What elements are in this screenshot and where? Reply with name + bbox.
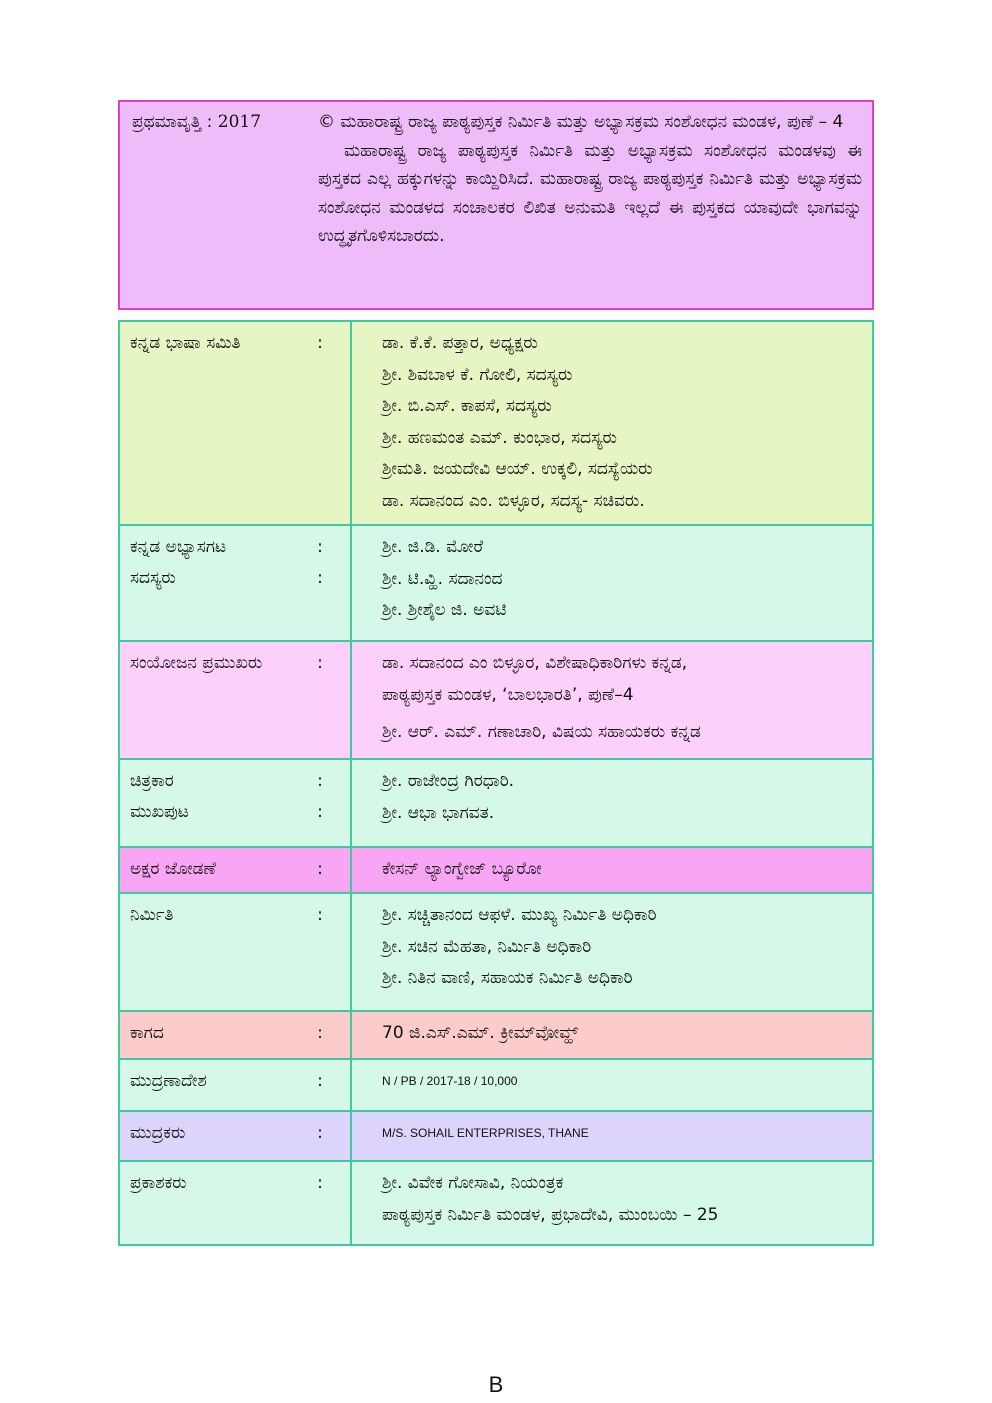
- value-cell: [351, 1161, 873, 1245]
- credit-value: ಡಾ. ಸದಾನಂದ ಎಂ. ಬಿಳ್ಳೂರ, ಸದಸ್ಯ- ಸಚಿವರು.: [382, 490, 645, 511]
- role-colon: :: [317, 568, 323, 588]
- role-cell: [119, 1059, 351, 1111]
- role-cell: [119, 759, 351, 847]
- value-cell: [351, 1011, 873, 1059]
- credit-value: ಶ್ರೀ. ಶ್ರೀಶೈಲ ಜಿ. ಅವಟಿ: [382, 600, 507, 620]
- credits-table: [118, 320, 874, 1246]
- role-colon: :: [317, 537, 323, 557]
- rights-statement: ಮಹಾರಾಷ್ಟ್ರ ರಾಜ್ಯ ಪಾಠ್ಯಪುಸ್ತಕ ನಿರ್ಮಿತಿ ಮತ್ತು ಅಭ್ಯಾಸಕ್ರಮ ಸಂಶೋಧನ ಮಂಡಳವು ಈ ಪುಸ್ತಕದ ಎಲ್ಲ ಹಕ್ಕುಗಳನ್ನು ಕಾಯ್ದಿರಿಸಿದೆ. ಮಹಾರಾಷ್ಟ್ರ ರಾಜ್ಯ ಪಾಠ್ಯಪುಸ್ತಕ ನಿರ್ಮಿತಿ ಮತ್ತು ಅಭ್ಯಾಸಕ್ರಮ ಸಂಶೋಧನ ಮಂಡಳದ ಸಂಚಾಲಕರ ಲಿಖಿತ ಅನುಮತಿ ಇಲ್ಲದೆ ಈ ಪುಸ್ತಕದ ಯಾವುದೇ ಭಾಗವನ್ನು ಉದ್ಧೃತಗೊಳಿಸಬಾರದು.: [318, 140, 862, 246]
- value-cell: [351, 321, 873, 525]
- credits-body: [119, 321, 873, 1245]
- credit-row: [119, 1059, 873, 1111]
- role-label: ಮುದ್ರಕರು: [130, 1123, 186, 1143]
- credit-value: ಶ್ರೀ. ಆಭಾ ಭಾಗವತ.: [382, 802, 495, 823]
- credit-value: ಶ್ರೀ. ನಿತಿನ ವಾಣಿ, ಸಹಾಯಕ ನಿರ್ಮಿತಿ ಅಧಿಕಾರಿ: [382, 968, 633, 988]
- credit-value: ಶ್ರೀಮತಿ. ಜಯದೇವಿ ಆಯ್. ಉಕ್ಕಲಿ, ಸದಸ್ಯೆಯರು: [382, 459, 653, 479]
- role-label: ಅಕ್ಷರ ಜೋಡಣೆ: [130, 859, 216, 879]
- role-colon: :: [317, 1123, 323, 1143]
- role-cell: [119, 1011, 351, 1059]
- credit-row: [119, 759, 873, 847]
- role-colon: :: [317, 333, 323, 353]
- role-label: ಕನ್ನಡ ಅಭ್ಯಾಸಗಟ: [130, 537, 227, 557]
- credit-value: ಶ್ರೀ. ಜಿ.ಡಿ. ಮೋರೆ: [382, 537, 484, 557]
- credit-value: ಕೇಸನ್ ಲ್ಯಾಂಗ್ವೇಜ್ ಬ್ಯೂರೋ: [382, 859, 542, 879]
- credit-row: [119, 321, 873, 525]
- value-cell: [351, 847, 873, 893]
- role-line: [130, 648, 326, 679]
- value-cell: [351, 1059, 873, 1111]
- role-colon: :: [317, 1173, 323, 1193]
- copyright-box: [118, 100, 874, 310]
- edition-info: [132, 108, 318, 308]
- copyright-notice: © ಮಹಾರಾಷ್ಟ್ರ ರಾಜ್ಯ ಪಾಠ್ಯಪುಸ್ತಕ ನಿರ್ಮಿತಿ ಮತ್ತು ಅಭ್ಯಾಸಕ್ರಮ ಸಂಶೋಧನ ಮಂಡಳ, ಪುಣೆ – 4: [318, 112, 844, 132]
- credit-row: [119, 1161, 873, 1245]
- role-cell: [119, 525, 351, 641]
- credit-value: ಶ್ರೀ. ರಾಜೇಂದ್ರ ಗಿರಧಾರಿ.: [382, 771, 515, 791]
- credit-row: [119, 893, 873, 1011]
- role-cell: [119, 641, 351, 759]
- credit-value: ಶ್ರೀ. ಹಣಮಂತ ಎಮ್. ಕುಂಭಾರ, ಸದಸ್ಯರು: [382, 427, 617, 448]
- credit-row: [119, 847, 873, 893]
- role-colon: :: [317, 771, 323, 791]
- role-label: ಪ್ರಕಾಶಕರು: [130, 1173, 187, 1193]
- credit-row: [119, 1011, 873, 1059]
- copyright-text: [318, 108, 862, 308]
- role-cell: [119, 847, 351, 893]
- role-label: ಸದಸ್ಯರು: [130, 568, 176, 588]
- role-colon: :: [317, 1023, 323, 1043]
- credit-value: ಪಾಠ್ಯಪುಸ್ತಕ ನಿರ್ಮಿತಿ ಮಂಡಳ, ಪ್ರಭಾದೇವಿ, ಮುಂಬಯಿ – 25: [382, 1204, 719, 1225]
- credit-value: ಶ್ರೀ. ವಿವೇಕ ಗೋಸಾವಿ, ನಿಯಂತ್ರಕ: [382, 1173, 564, 1193]
- credit-value: ಶ್ರೀ. ಬಿ.ಎಸ್. ಕಾಪಸೆ, ಸದಸ್ಯರು: [382, 396, 552, 416]
- role-line: [130, 797, 326, 828]
- edition-label: ಪ್ರಥಮಾವೃತ್ತಿ :: [132, 112, 218, 132]
- credit-row: [119, 525, 873, 641]
- role-line: [130, 854, 326, 885]
- credit-value: ಪಾಠ್ಯಪುಸ್ತಕ ಮಂಡಳ, ‘ಬಾಲಭಾರತಿ’, ಪುಣೆ–4: [382, 684, 634, 705]
- credit-value: ಶ್ರೀ. ಸಚ್ಚಿತಾನಂದ ಆಫಳೆ. ಮುಖ್ಯ ನಿರ್ಮಿತಿ ಅಧಿಕಾರಿ: [382, 905, 657, 925]
- credit-row: [119, 1111, 873, 1161]
- page-letter: B: [488, 1372, 504, 1397]
- value-cell: [351, 1111, 873, 1161]
- value-cell: [351, 893, 873, 1011]
- role-label: ಚಿತ್ರಕಾರ: [130, 771, 174, 791]
- role-label: ಮುಖಪುಟ: [130, 802, 189, 822]
- role-label: ಕಾಗದ: [130, 1023, 164, 1043]
- role-colon: :: [317, 653, 323, 673]
- role-line: [130, 1018, 326, 1049]
- role-cell: [119, 321, 351, 525]
- value-cell: [351, 641, 873, 759]
- value-cell: [351, 759, 873, 847]
- role-line: [130, 328, 326, 359]
- role-line: [130, 563, 326, 594]
- credit-value: ಶ್ರೀ. ಶಿವಬಾಳ ಕೆ. ಗೋಲಿ, ಸದಸ್ಯರು: [382, 364, 573, 385]
- role-line: [130, 532, 326, 563]
- role-colon: :: [317, 802, 323, 822]
- credit-row: [119, 641, 873, 759]
- credit-value: N / PB / 2017-18 / 10,000: [382, 1074, 518, 1088]
- value-cell: [351, 525, 873, 641]
- role-colon: :: [317, 859, 323, 879]
- role-line: [130, 1066, 326, 1097]
- role-cell: [119, 893, 351, 1011]
- role-cell: [119, 1111, 351, 1161]
- role-line: [130, 766, 326, 797]
- credit-value: 70 ಜಿ.ಎಸ್.ಎಮ್. ಕ್ರೀಮ್‌ವೋವ್ಹ್: [382, 1023, 579, 1043]
- role-label: ಮುದ್ರಣಾದೇಶ: [130, 1071, 207, 1091]
- credit-value: ಶ್ರೀ. ಆರ್. ಎಮ್. ಗಣಾಚಾರಿ, ವಿಷಯ ಸಹಾಯಕರು ಕನ್ನಡ: [382, 722, 701, 742]
- credit-value: ಶ್ರೀ. ಟಿ.ವ್ಹಿ. ಸದಾನಂದ: [382, 568, 503, 589]
- role-colon: :: [317, 905, 323, 925]
- credit-value: ಡಾ. ಸದಾನಂದ ಎಂ ಬಿಳ್ಳೂರ, ವಿಶೇಷಾಧಿಕಾರಿಗಳು ಕನ್ನಡ,: [382, 653, 688, 673]
- role-line: [130, 1118, 326, 1149]
- role-label: ಕನ್ನಡ ಭಾಷಾ ಸಮಿತಿ: [130, 333, 241, 353]
- credit-value: ಶ್ರೀ. ಸಚಿನ ಮೆಹತಾ, ನಿರ್ಮಿತಿ ಅಧಿಕಾರಿ: [382, 936, 592, 957]
- role-line: [130, 1168, 326, 1199]
- role-label: ನಿರ್ಮಿತಿ: [130, 905, 174, 925]
- role-colon: :: [317, 1071, 323, 1091]
- role-line: [130, 900, 326, 931]
- role-cell: [119, 1161, 351, 1245]
- credit-value: ಡಾ. ಕೆ.ಕೆ. ಪತ್ತಾರ, ಅಧ್ಯಕ್ಷರು: [382, 333, 538, 353]
- edition-year: 2017: [217, 112, 262, 132]
- credit-value: M/S. SOHAIL ENTERPRISES, THANE: [382, 1126, 589, 1140]
- role-label: ಸಂಯೋಜನ ಪ್ರಮುಖರು: [130, 653, 263, 673]
